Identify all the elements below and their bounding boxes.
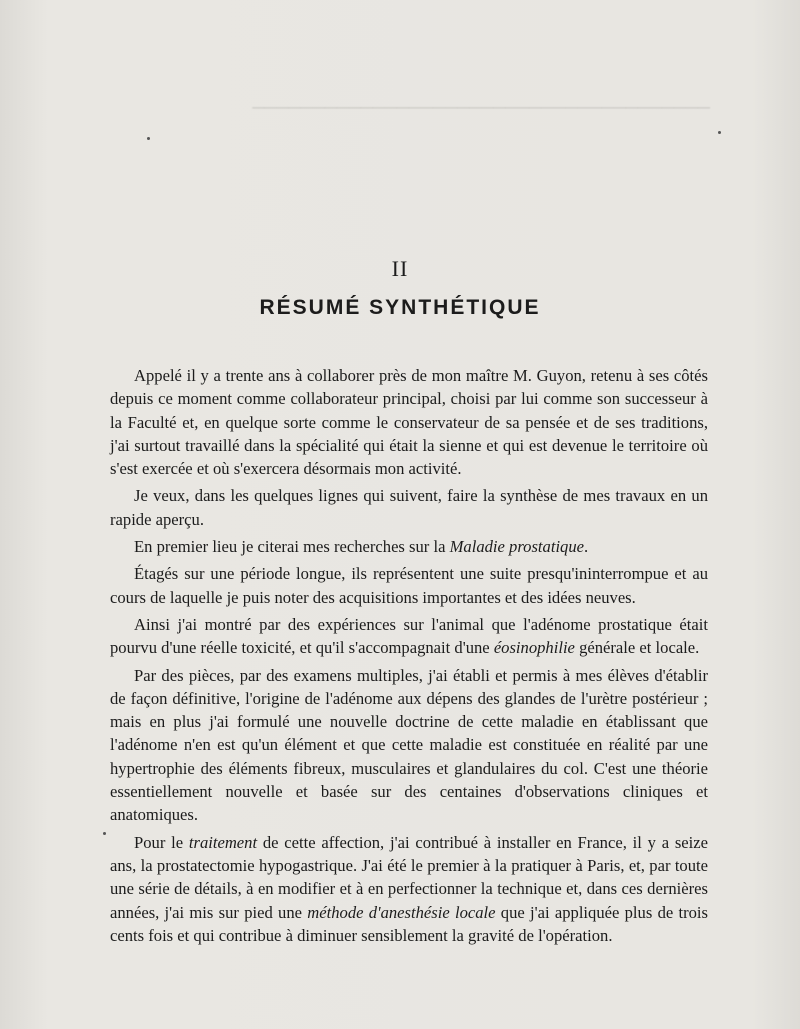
text-run: .: [584, 537, 589, 557]
paragraph: [110, 613, 708, 660]
text-run: Pour le: [134, 832, 189, 852]
chapter-number: II: [391, 256, 409, 281]
text-run: que j'ai appliquée plus de trois cents fois et qui contribue à diminuer sensiblement la gravité de l'opération.: [110, 902, 708, 945]
paragraph: [110, 664, 708, 827]
paper-speck: [718, 131, 721, 134]
text-run: Par des pièces, par des examens multiples, j'ai établi et permis à mes élèves d'établir de façon définitive, l'origine de l'adénome aux dépens des glandes de l'urètre postérieur ; mais en plus j'ai formulé une nouvelle doctrine de cette maladie en établissant que l'adénome n'en est qu'un élément et que cette maladie est constituée en réalité par une hypertrophie des éléments fibreux, musculaires et glandulaires du col. C'est une théorie essentiellement nouvelle et basée sur des centaines d'observations cliniques et anatomiques.: [110, 665, 708, 825]
text-run: En premier lieu je citerai mes recherches sur la: [134, 537, 450, 557]
text-run: Appelé il y a trente ans à collaborer près de mon maître M. Guyon, retenu à ses côtés depuis ce moment comme collaborateur principal, choisi par lui comme son successeur à la Faculté et, en quelque sorte comme le conservateur de sa pensée et de ses traditions, j'ai surtout travaillé dans la spécialité qui était la sienne et qui est devenue le territoire où s'est exercée et où s'exercera désormais mon activité.: [110, 366, 708, 479]
body-text: [110, 364, 708, 947]
paragraph: [110, 831, 708, 947]
italic-text: Maladie prostatique: [449, 537, 585, 557]
text-run: Étagés sur une période longue, ils représentent une suite presqu'ininterrompue et au cours de laquelle je puis noter des acquisitions importantes et des idées neuves.: [110, 564, 708, 607]
italic-text: traitement: [188, 832, 258, 852]
paragraph: [110, 364, 708, 480]
paragraph: [110, 535, 708, 558]
paper-speck: [103, 832, 106, 835]
text-run: générale et locale.: [574, 638, 700, 658]
text-run: de cette affection, j'ai contribué à installer en France, il y a seize ans, la prostatectomie hypogastrique. J'ai été le premier à la pratiquer à Paris, et, par toute une série de détails, à en modifier et à en perfectionner la technique et, dans ces dernières années, j'ai mis sur pied une: [110, 832, 708, 922]
chapter-title: RÉSUMÉ SYNTHÉTIQUE: [259, 296, 541, 319]
italic-text: éosinophilie: [493, 638, 575, 658]
paper-speck: [147, 137, 150, 140]
show-through-texture: ​──────────────────────────────────────: [252, 98, 710, 117]
italic-text: méthode d'anesthésie locale: [307, 902, 496, 922]
paragraph: [110, 484, 708, 531]
text-run: Ainsi j'ai montré par des expériences sur l'animal que l'adénome prostatique était pourvu d'une réelle toxicité, et qu'il s'accompagnait d'une: [110, 614, 708, 658]
paragraph: [110, 562, 708, 609]
text-run: Je veux, dans les quelques lignes qui suivent, faire la synthèse de mes travaux en un rapide aperçu.: [110, 486, 708, 529]
